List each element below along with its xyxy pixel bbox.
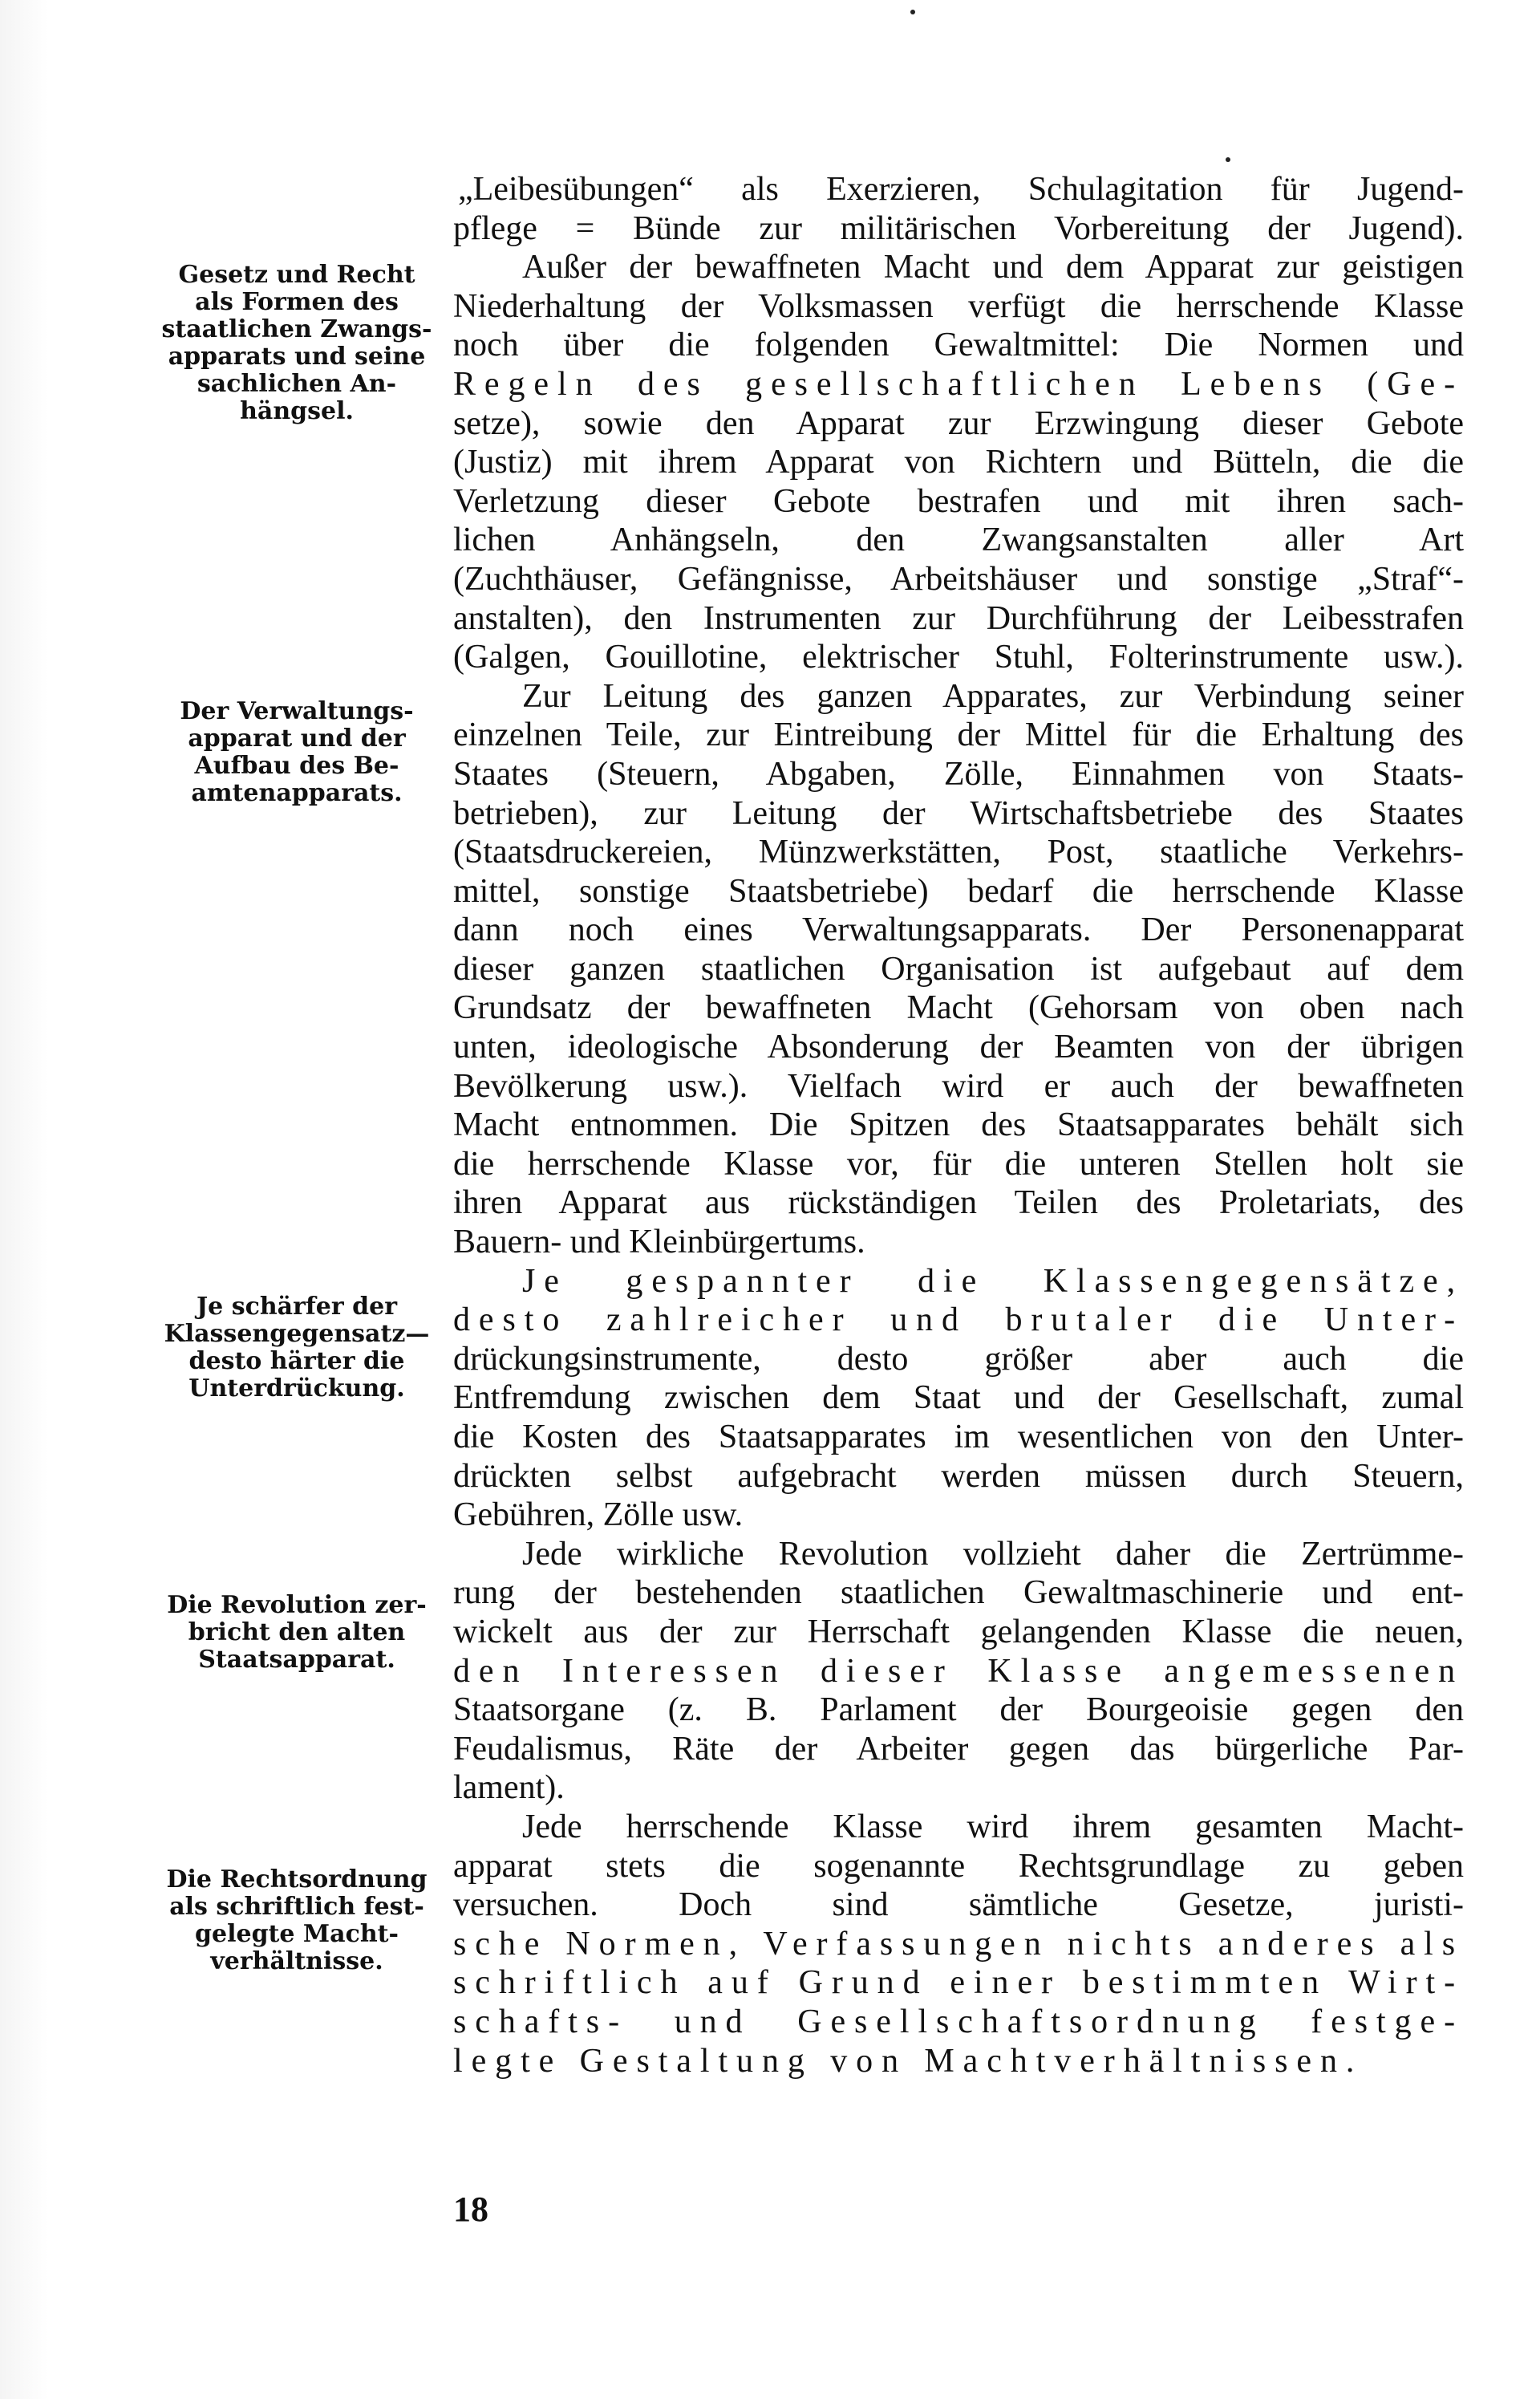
text-line: Regeln des gesellschaftlichen Lebens (Ge-: [453, 365, 1464, 403]
text-line: unten, ideologische Absonderung der Beamten von der übrigen: [453, 1029, 1464, 1066]
margin-note-line: Klassengegensatz—: [164, 1320, 430, 1348]
margin-note-line: Aufbau des Be-: [194, 752, 399, 780]
margin-note-line: als Formen des: [195, 288, 399, 316]
margin-note-line: Der Verwaltungs-: [180, 697, 414, 725]
text-line: Grundsatz der bewaffneten Macht (Gehorsam von oben nach: [453, 989, 1464, 1027]
text-line: anstalten), den Instrumenten zur Durchführung der Leibesstrafen: [453, 599, 1464, 637]
text-line: mittel, sonstige Staatsbetriebe) bedarf die herrschende Klasse: [453, 872, 1464, 910]
text-line: apparat stets die sogenannte Rechtsgrundlage zu geben: [453, 1847, 1464, 1885]
margin-note-line: verhältnisse.: [210, 1947, 383, 1975]
text-line: schafts- und Gesellschaftsordnung festge-: [453, 2003, 1464, 2040]
text-line: Bevölkerung usw.). Vielfach wird er auch der bewaffneten: [453, 1067, 1464, 1105]
text-line: Gebühren, Zölle usw.: [453, 1496, 744, 1534]
text-line: versuchen. Doch sind sämtliche Gesetze, juristi-: [453, 1886, 1464, 1924]
text-line: dieser ganzen staatlichen Organisation ist aufgebaut auf dem: [453, 950, 1464, 988]
margin-note-line: staatlichen Zwangs-: [161, 315, 432, 343]
body-text: [453, 170, 1464, 2080]
text-line: setze), sowie den Apparat zur Erzwingung dieser Gebote: [453, 404, 1464, 442]
text-line: den Interessen dieser Klasse angemessenen: [453, 1652, 1464, 1690]
page-number: 18: [453, 2190, 488, 2229]
text-line: die herrschende Klasse vor, für die unteren Stellen holt sie: [453, 1145, 1464, 1183]
text-line: desto zahlreicher und brutaler die Unter-: [453, 1301, 1464, 1339]
margin-note-gesetz-und-recht: [148, 262, 445, 425]
margin-note-klassengegensatz: [148, 1293, 445, 1402]
text-line: Außer der bewaffneten Macht und dem Apparat zur geistigen: [522, 249, 1464, 286]
margin-note-revolution: [148, 1592, 445, 1674]
text-line: Entfremdung zwischen dem Staat und der Gesellschaft, zumal: [453, 1379, 1464, 1417]
text-line: Macht entnommen. Die Spitzen des Staatsapparates behält sich: [453, 1106, 1464, 1144]
text-line: (Galgen, Gouillotine, elektrischer Stuhl, Folterinstrumente usw.).: [453, 639, 1464, 676]
margin-note-line: bricht den alten: [188, 1618, 406, 1646]
margin-note-line: desto härter die: [188, 1347, 405, 1375]
text-line: dann noch eines Verwaltungsapparats. Der Personenapparat: [453, 911, 1464, 949]
print-speck: [1226, 157, 1230, 162]
margin-note-line: apparats und seine: [168, 343, 426, 371]
text-line: Niederhaltung der Volksmassen verfügt die herrschende Klasse: [453, 287, 1464, 325]
text-line: legte Gestaltung von Machtverhältnissen.: [453, 2042, 1364, 2080]
margin-note-line: als schriftlich fest-: [169, 1893, 424, 1921]
margin-note-line: apparat und der: [188, 725, 406, 753]
print-speck: [910, 10, 915, 14]
margin-note-line: Gesetz und Recht: [178, 261, 415, 289]
text-line: Jede wirkliche Revolution vollzieht daher die Zertrümme-: [522, 1535, 1464, 1573]
margin-note-line: gelegte Macht-: [195, 1920, 399, 1948]
text-line: (Zuchthäuser, Gefängnisse, Arbeitshäuser und sonstige „Straf“-: [453, 560, 1464, 598]
text-line: Staates (Steuern, Abgaben, Zölle, Einnahmen von Staats-: [453, 755, 1464, 793]
text-line: wickelt aus der zur Herrschaft gelangenden Klasse die neuen,: [453, 1613, 1464, 1650]
text-line: (Justiz) mit ihrem Apparat von Richtern und Bütteln, die die: [453, 444, 1464, 481]
text-line: ihren Apparat aus rückständigen Teilen des Proletariats, des: [453, 1184, 1464, 1222]
text-line: Verletzung dieser Gebote bestrafen und mit ihren sach-: [453, 482, 1464, 520]
margin-note-line: hängsel.: [240, 397, 354, 425]
text-line: betrieben), zur Leitung der Wirtschaftsbetriebe des Staates: [453, 794, 1464, 832]
scan-edge-shadow: [0, 0, 48, 2399]
margin-note-verwaltungsapparat: [148, 698, 445, 807]
margin-note-line: Staatsapparat.: [198, 1646, 395, 1674]
text-line: Feudalismus, Räte der Arbeiter gegen das bürgerliche Par-: [453, 1730, 1464, 1768]
margin-note-line: Je schärfer der: [196, 1293, 398, 1321]
text-line: einzelnen Teile, zur Eintreibung der Mittel für die Erhaltung des: [453, 716, 1464, 754]
text-line: rung der bestehenden staatlichen Gewaltmaschinerie und ent-: [453, 1574, 1464, 1612]
text-line: (Staatsdruckereien, Münzwerkstätten, Post, staatliche Verkehrs-: [453, 834, 1464, 871]
margin-note-line: Unterdrückung.: [188, 1374, 405, 1402]
text-line: „Leibesübungen“ als Exerzieren, Schulagitation für Jugend-: [458, 171, 1464, 208]
text-line: pflege = Bünde zur militärischen Vorbereitung der Jugend).: [453, 209, 1464, 247]
margin-note-line: Die Rechtsordnung: [166, 1865, 428, 1894]
text-line: Staatsorgane (z. B. Parlament der Bourgeoisie gegen den: [453, 1691, 1464, 1729]
text-line: lichen Anhängseln, den Zwangsanstalten aller Art: [453, 522, 1464, 559]
text-line: Bauern- und Kleinbürgertums.: [453, 1224, 865, 1261]
text-line: sche Normen, Verfassungen nichts anderes als: [453, 1925, 1464, 1963]
text-line: lament).: [453, 1769, 565, 1807]
text-line: schriftlich auf Grund einer bestimmten Wirt-: [453, 1964, 1464, 2002]
text-line: Jede herrschende Klasse wird ihrem gesamten Macht-: [522, 1808, 1464, 1845]
text-line: Zur Leitung des ganzen Apparates, zur Verbindung seiner: [522, 677, 1464, 715]
text-line: drückungsinstrumente, desto größer aber auch die: [453, 1340, 1464, 1378]
text-line: die Kosten des Staatsapparates im wesentlichen von den Unter-: [453, 1419, 1464, 1455]
margin-note-line: sachlichen An-: [197, 370, 397, 398]
text-line: noch über die folgenden Gewaltmittel: Die Normen und: [453, 327, 1464, 364]
margin-note-line: amtenapparats.: [191, 779, 403, 807]
text-line: drückten selbst aufgebracht werden müssen durch Steuern,: [453, 1457, 1464, 1495]
margin-note-line: Die Revolution zer-: [167, 1591, 427, 1619]
text-line: Je gespannter die Klassengegensätze,: [522, 1262, 1464, 1300]
margin-note-rechtsordnung: [148, 1866, 445, 1975]
